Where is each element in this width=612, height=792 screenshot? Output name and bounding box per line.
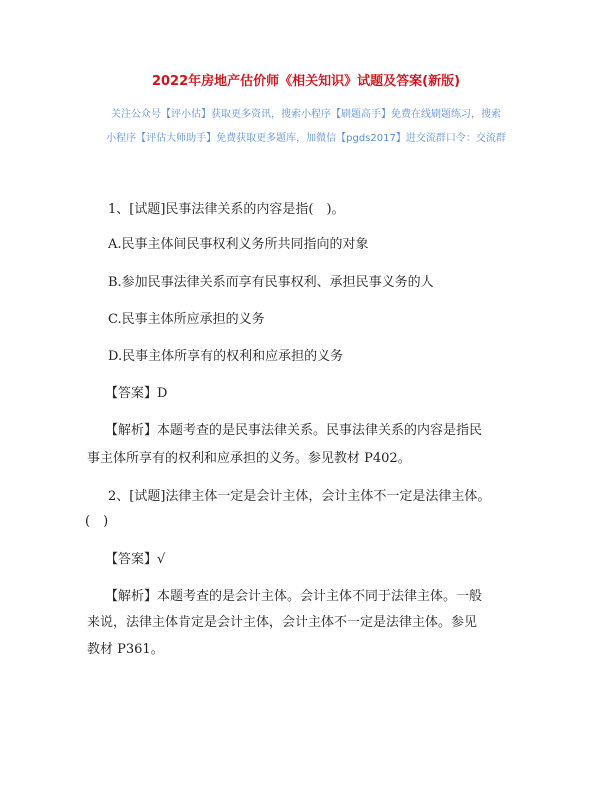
question-2-stem-line-1: 2、[试题]法律主体一定是会计主体，会计主体不一定是法律主体。 [108,489,491,504]
question-2-analysis-line-3: 教材 P361。 [87,642,164,657]
question-1-answer: 【答案】D [105,386,168,401]
question-1-stem: 1、[试题]民事法律关系的内容是指( )。 [108,202,345,217]
question-2-stem-line-2: ( ) [85,514,109,529]
question-1-option-a: A.民事主体间民事权利义务所共同指向的对象 [108,237,369,252]
question-2-analysis-line-1: 【解析】本题考查的是会计主体。会计主体不同于法律主体。一般 [105,589,483,604]
question-1-option-b: B.参加民事法律关系而享有民事权利、承担民事义务的人 [108,275,434,290]
document-title: 2022年房地产估价师《相关知识》试题及答案(新版) [151,74,461,89]
promo-line-2: 小程序【评估大师助手】免费获取更多题库，加微信【pgds2017】进交流群口令：交流群 [106,133,506,144]
promo-line-1: 关注公众号【评小估】获取更多资讯，搜索小程序【刷题高手】免费在线刷题练习，搜索 [111,109,501,120]
question-1-option-d: D.民事主体所享有的权利和应承担的义务 [108,349,344,364]
question-1-option-c: C.民事主体所应承担的义务 [108,312,265,327]
question-2-analysis-line-2: 来说，法律主体肯定是会计主体，会计主体不一定是法律主体。参见 [87,615,478,630]
question-2-answer: 【答案】√ [105,552,166,567]
question-1-analysis-line-2: 事主体所享有的权利和应承担的义务。参见教材 P402。 [87,451,411,466]
question-1-analysis-line-1: 【解析】本题考查的是民事法律关系。民事法律关系的内容是指民 [105,423,483,438]
